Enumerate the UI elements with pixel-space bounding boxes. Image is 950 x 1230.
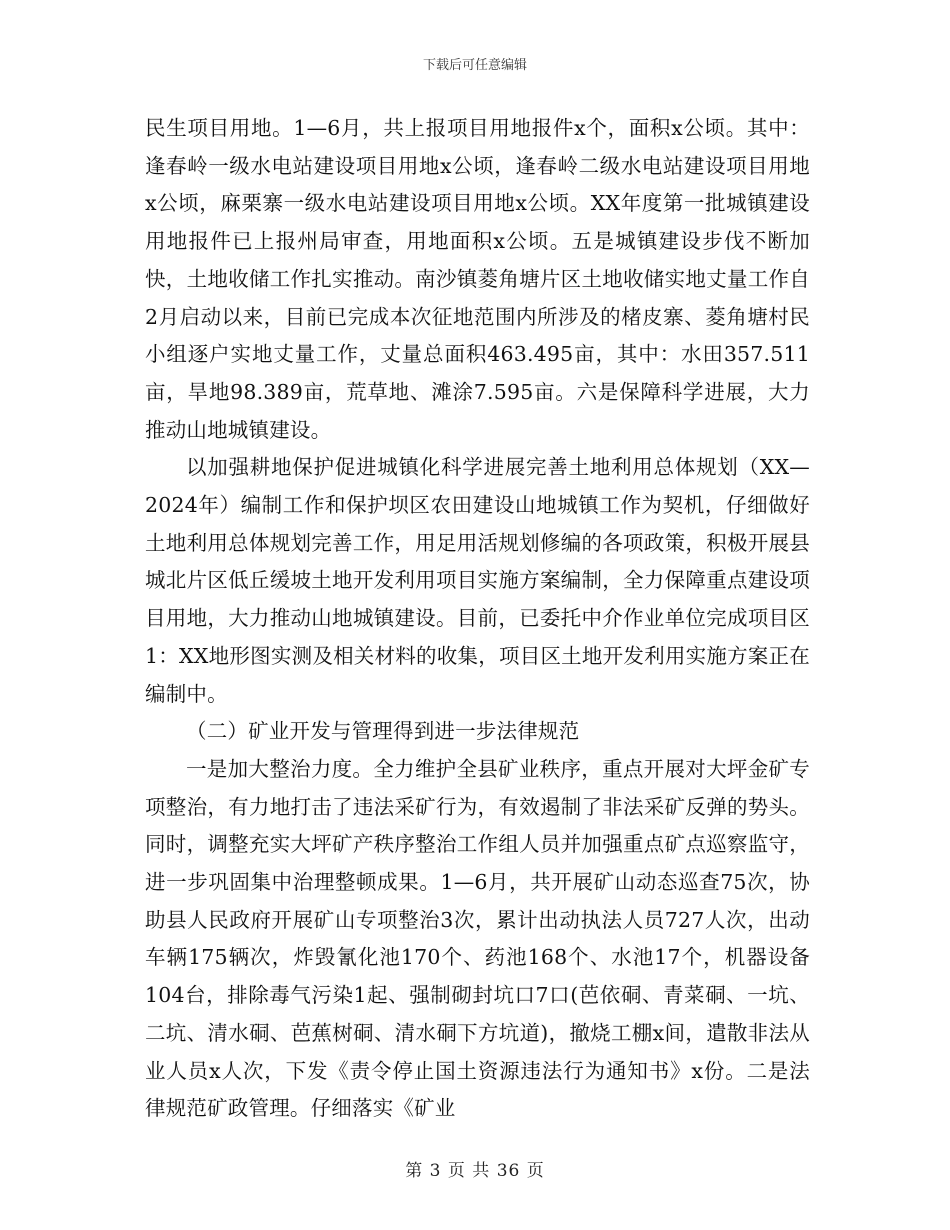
section-heading: （二）矿业开发与管理得到进一步法律规范 xyxy=(186,719,580,744)
header-note: 下载后可任意编辑 xyxy=(422,58,527,73)
page-number-footer: 第 3 页 共 36 页 xyxy=(405,1161,545,1181)
paragraph-1: 民生项目用地。1—6月，共上报项目用地报件x个，面积x公顷。其中：逢春岭一级水电站建设项目用地x公顷，逢春岭二级水电站建设项目用地x公顷，麻栗寨一级水电站建设项目用地x公顷。XX年度第一批城镇建设用地报件已上报州局审查，用地面积x公顷。五是城镇建设步伐不断加快，土地收储工作扎实推动。南沙镇菱角塘片区土地收储实地丈量工作自2月启动以来，目前已完成本次征地范围内所涉及的楮皮寨、菱角塘村民小组逐户实地丈量工作，丈量总面积463.495亩，其中：水田357.511亩，旱地98.389亩，荒草地、滩涂7.595亩。六是保障科学进展，大力推动山地城镇建设。 xyxy=(145,116,810,442)
paragraph-3: 一是加大整治力度。全力维护全县矿业秩序，重点开展对大坪金矿专项整治，有力地打击了违法采矿行为，有效遏制了非法采矿反弹的势头。同时，调整充实大坪矿产秩序整治工作组人员并加强重点矿点巡察监守，进一步巩固集中治理整顿成果。1—6月，共开展矿山动态巡查75次，协助县人民政府开展矿山专项整治3次，累计出动执法人员727人次，出动车辆175辆次，炸毁氰化池170个、药池168个、水池17个，机器设备104台，排除毒气污染1起、强制砌封坑口7口(芭依硐、青菜硐、一坑、二坑、清水硐、芭蕉树硐、清水硐下方坑道)，撤烧工棚x间，遣散非法从业人员x人次，下发《责令停止国土资源违法行为通知书》x份。二是法律规范矿政管理。仔细落实《矿业 xyxy=(145,756,810,1121)
paragraph-2: 以加强耕地保护促进城镇化科学进展完善土地利用总体规划（XX—2024年）编制工作和保护坝区农田建设山地城镇工作为契机，仔细做好土地利用总体规划完善工作，用足用活规划修编的各项政策，积极开展县城北片区低丘缓坡土地开发利用项目实施方案编制，全力保障重点建设项目用地，大力推动山地城镇建设。目前，已委托中介作业单位完成项目区1：XX地形图实测及相关材料的收集，项目区土地开发利用实施方案正在编制中。 xyxy=(145,455,810,706)
document-body xyxy=(145,110,810,1128)
